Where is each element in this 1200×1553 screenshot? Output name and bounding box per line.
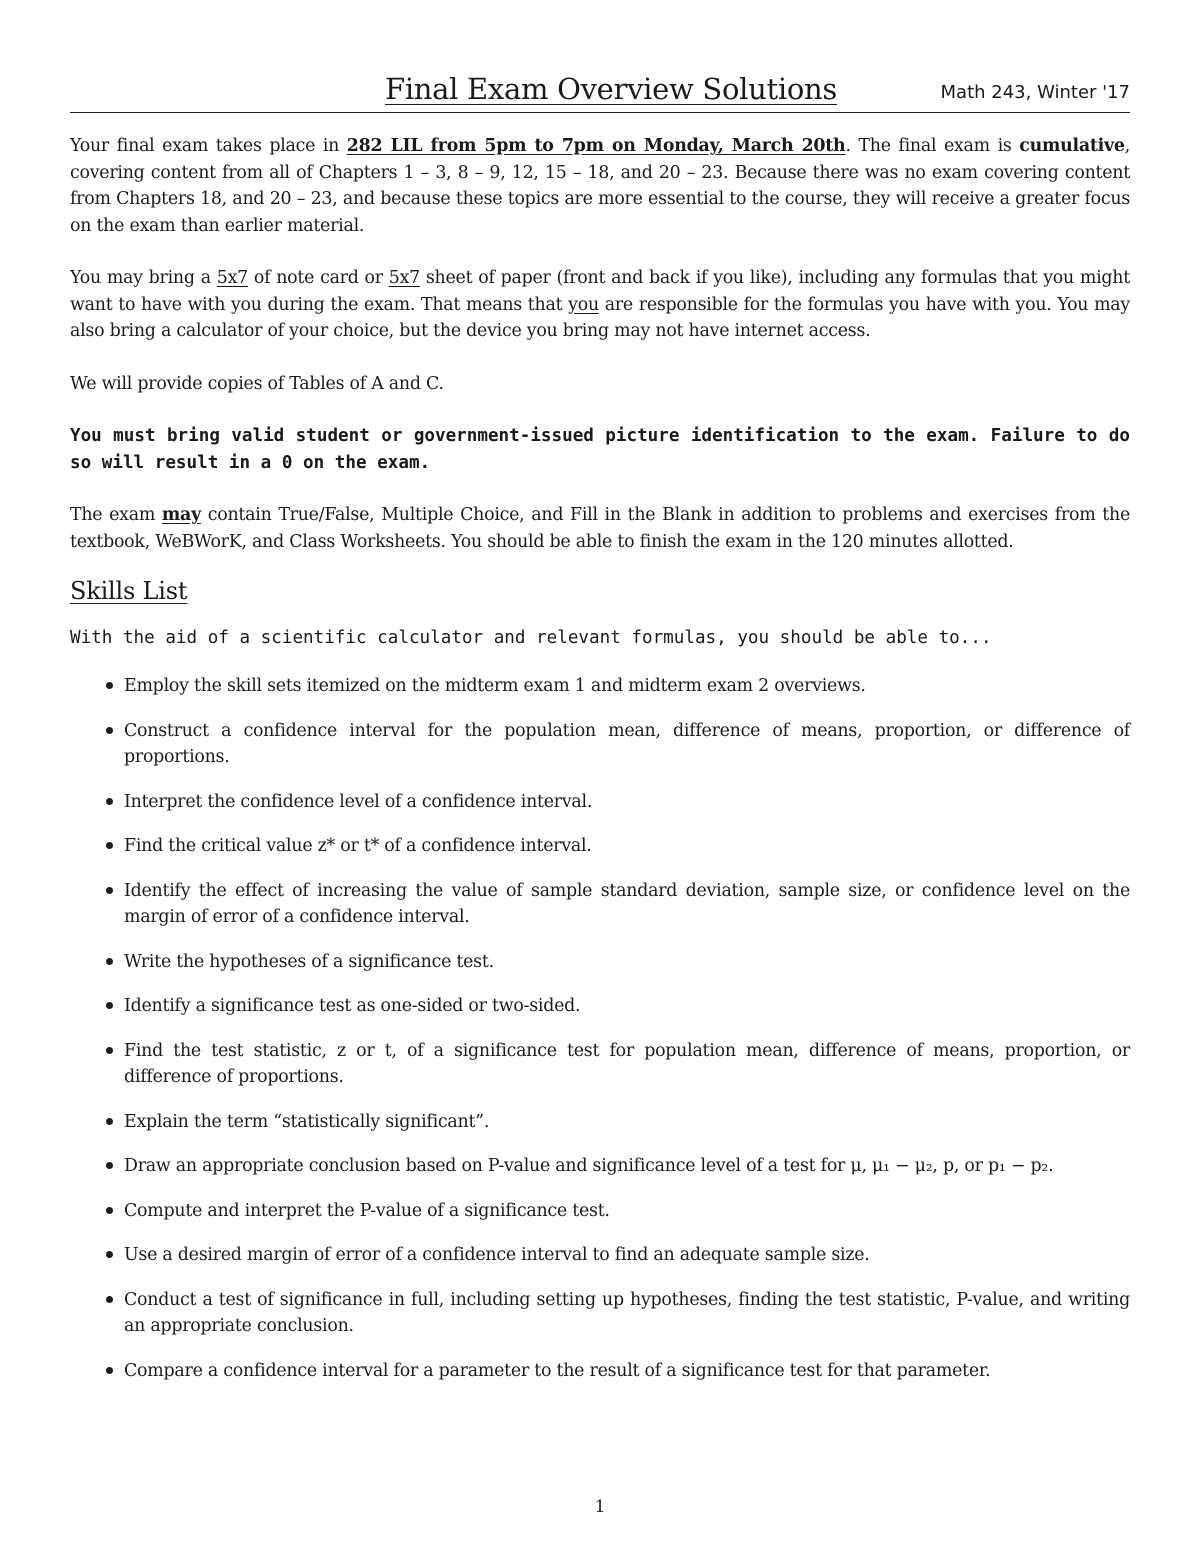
paper-size-emphasis: 5x7 bbox=[388, 268, 420, 288]
id-requirement-paragraph: You must bring valid student or government-issued picture identification to the exam. Failure to do so will result in a 0 on the exam. bbox=[70, 426, 1130, 473]
text-run: Your final exam takes place in bbox=[70, 136, 347, 156]
tables-paragraph: We will provide copies of Tables of A and C. bbox=[70, 373, 444, 394]
list-item-text: Conduct a test of significance in full, including setting up hypotheses, finding the test statistic, P-value, and writing an appropriate conclusion. bbox=[124, 1289, 1130, 1336]
bullet-icon bbox=[106, 1207, 113, 1214]
list-item-text: Identify the effect of increasing the value of sample standard deviation, sample size, or confidence level on the margin of error of a confidence interval. bbox=[124, 880, 1130, 927]
list-item-text: Find the critical value z* or t* of a confidence interval. bbox=[124, 836, 592, 856]
note-card-paragraph bbox=[70, 265, 1130, 345]
bullet-icon bbox=[106, 727, 113, 734]
exam-format-paragraph bbox=[70, 502, 1130, 555]
bullet-icon bbox=[106, 682, 113, 689]
text-run: The exam bbox=[70, 505, 162, 525]
list-item-text: Explain the term “statistically significant”. bbox=[124, 1111, 490, 1132]
text-run: are responsible for the formulas you have with you. You may also bring a calculator of your choice, but the device you bring may not have internet access. bbox=[70, 294, 1131, 341]
bullet-icon bbox=[106, 1047, 113, 1054]
list-item-text: Write the hypotheses of a significance test. bbox=[124, 951, 494, 972]
text-run: of note card or bbox=[247, 268, 389, 288]
list-item bbox=[70, 789, 1130, 816]
list-item-text: Construct a confidence interval for the population mean, difference of means, proportion, or difference of proportions. bbox=[124, 720, 1130, 767]
bullet-icon bbox=[106, 887, 113, 894]
bullet-icon bbox=[106, 1162, 113, 1169]
bullet-icon bbox=[106, 1296, 113, 1303]
bullet-icon bbox=[106, 1002, 113, 1009]
bullet-icon bbox=[106, 798, 113, 805]
bullet-icon bbox=[106, 1367, 113, 1374]
exam-location-paragraph bbox=[70, 133, 1130, 239]
list-item bbox=[70, 1153, 1130, 1180]
bullet-icon bbox=[106, 958, 113, 965]
may-emphasis: may bbox=[161, 505, 201, 525]
text-run: You may bring a bbox=[70, 268, 217, 288]
page-number: 1 bbox=[594, 1497, 606, 1517]
skills-list bbox=[70, 673, 1130, 1384]
bullet-icon bbox=[106, 842, 113, 849]
course-label: Math 243, Winter '17 bbox=[940, 82, 1130, 103]
list-item bbox=[70, 1287, 1130, 1340]
text-run: , covering content from all of Chapters 1 – 3, 8 – 9, 12, 15 – 18, and 20 – 23. Because there was no exam covering content from Chapters 18, and 20 – 23, and because these topics are more essential to the course, they will receive a greater focus on the exam than earlier material. bbox=[70, 136, 1130, 236]
list-item-text: Find the test statistic, z or t, of a significance test for population mean, difference of means, proportion, or difference of proportions. bbox=[124, 1040, 1130, 1087]
text-run: sheet of paper (front and back if you like), including any formulas that you might want to have with you during the exam. That means that bbox=[70, 268, 1130, 315]
list-item bbox=[70, 1242, 1130, 1269]
bullet-icon bbox=[106, 1251, 113, 1258]
you-emphasis: you bbox=[568, 294, 599, 315]
skills-intro: With the aid of a scientific calculator and relevant formulas, you should be able to... bbox=[70, 628, 992, 648]
document-title: Final Exam Overview Solutions bbox=[385, 72, 837, 106]
list-item bbox=[70, 878, 1130, 931]
list-item bbox=[70, 1038, 1130, 1091]
card-size-emphasis: 5x7 bbox=[216, 268, 248, 288]
skills-list-heading: Skills List bbox=[70, 577, 188, 605]
list-item bbox=[70, 1358, 1130, 1385]
list-item-text: Identify a significance test as one-sided or two-sided. bbox=[124, 996, 581, 1016]
list-item-text: Interpret the confidence level of a confidence interval. bbox=[124, 791, 593, 812]
list-item-text: Use a desired margin of error of a confidence interval to find an adequate sample size. bbox=[124, 1245, 870, 1265]
text-run: contain True/False, Multiple Choice, and Fill in the Blank in addition to problems and exercises from the textbook, WeBWorK, and Class Worksheets. You should be able to finish the exam in the 120 minutes allotted. bbox=[70, 505, 1130, 552]
list-item bbox=[70, 833, 1130, 860]
list-item bbox=[70, 949, 1130, 976]
text-run: . The final exam is bbox=[845, 136, 1020, 156]
cumulative-emphasis: cumulative bbox=[1019, 136, 1125, 156]
list-item-text: Draw an appropriate conclusion based on P-value and significance level of a test for μ, μ₁ − μ₂, p, or p₁ − p₂. bbox=[124, 1156, 1054, 1176]
list-item bbox=[70, 1109, 1130, 1136]
list-item bbox=[70, 673, 1130, 700]
list-item bbox=[70, 1198, 1130, 1225]
list-item-text: Employ the skill sets itemized on the midterm exam 1 and midterm exam 2 overviews. bbox=[124, 676, 866, 696]
exam-time-location: 282 LIL from 5pm to 7pm on Monday, March 20th bbox=[346, 136, 846, 156]
list-item bbox=[70, 993, 1130, 1020]
list-item-text: Compute and interpret the P-value of a significance test. bbox=[124, 1200, 610, 1221]
bullet-icon bbox=[106, 1118, 113, 1125]
list-item-text: Compare a confidence interval for a parameter to the result of a significance test for that parameter. bbox=[124, 1360, 991, 1381]
list-item bbox=[70, 718, 1130, 771]
document-page bbox=[70, 72, 1130, 1402]
document-header bbox=[70, 72, 1130, 113]
